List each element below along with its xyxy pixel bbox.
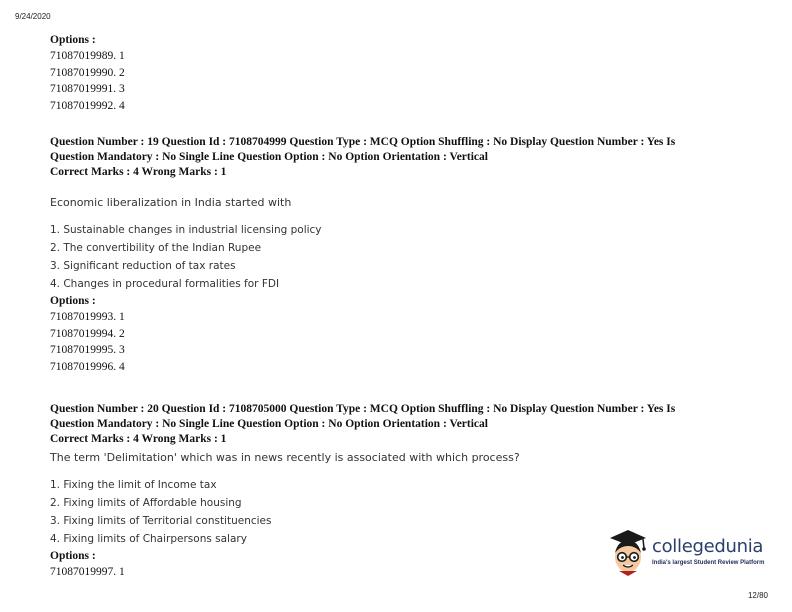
graduate-face-icon bbox=[606, 526, 650, 576]
choice-list bbox=[50, 221, 750, 293]
question-text: Economic liberalization in India started with bbox=[50, 196, 292, 209]
choice-item: 2. The convertibility of the Indian Rupee bbox=[50, 242, 262, 254]
collegedunia-logo bbox=[606, 526, 770, 576]
choice-item: 3. Fixing limits of Territorial constituencies bbox=[50, 515, 272, 527]
option-id: 71087019991. 3 bbox=[50, 83, 125, 95]
logo-wordmark: collegedunia bbox=[652, 536, 764, 557]
page-number: 12/80 bbox=[747, 591, 768, 600]
question-marks: Correct Marks : 4 Wrong Marks : 1 bbox=[50, 433, 227, 445]
option-id: 71087019997. 1 bbox=[50, 566, 125, 578]
logo-tagline: India's largest Student Review Platform bbox=[652, 560, 765, 566]
options-label: Options : bbox=[50, 295, 96, 307]
option-id: 71087019995. 3 bbox=[50, 344, 125, 356]
options-label: Options : bbox=[50, 34, 96, 46]
question-marks: Correct Marks : 4 Wrong Marks : 1 bbox=[50, 166, 227, 178]
question-meta: Question Mandatory : No Single Line Question Option : No Option Orientation : Vertical bbox=[50, 151, 488, 163]
choice-item: 4. Changes in procedural formalities for FDI bbox=[50, 278, 280, 290]
question-19 bbox=[50, 135, 750, 375]
option-id: 71087019996. 4 bbox=[50, 360, 125, 373]
option-id: 71087019994. 2 bbox=[50, 327, 125, 340]
print-date: 9/24/2020 bbox=[15, 12, 51, 21]
choice-item: 3. Significant reduction of tax rates bbox=[50, 260, 236, 272]
option-id: 71087019989. 1 bbox=[50, 50, 125, 62]
options-label: Options : bbox=[50, 550, 96, 562]
choice-item: 1. Sustainable changes in industrial licensing policy bbox=[50, 224, 322, 236]
choice-item: 2. Fixing limits of Affordable housing bbox=[50, 497, 242, 509]
choice-item: 4. Fixing limits of Chairpersons salary bbox=[50, 533, 247, 545]
option-id: 71087019990. 2 bbox=[50, 66, 125, 79]
question-meta: Question Number : 19 Question Id : 7108704999 Question Type : MCQ Option Shuffling : No Display Question Number : Yes Is bbox=[50, 136, 676, 148]
option-id: 71087019993. 1 bbox=[50, 311, 125, 323]
question-meta: Question Number : 20 Question Id : 7108705000 Question Type : MCQ Option Shuffling : No Display Question Number : Yes Is bbox=[50, 403, 676, 415]
question-meta: Question Mandatory : No Single Line Question Option : No Option Orientation : Vertical bbox=[50, 418, 488, 430]
choice-item: 1. Fixing the limit of Income tax bbox=[50, 479, 217, 491]
prev-question-options bbox=[50, 32, 750, 114]
option-id: 71087019992. 4 bbox=[50, 99, 125, 112]
question-text: The term 'Delimitation' which was in news recently is associated with which process? bbox=[50, 451, 520, 464]
